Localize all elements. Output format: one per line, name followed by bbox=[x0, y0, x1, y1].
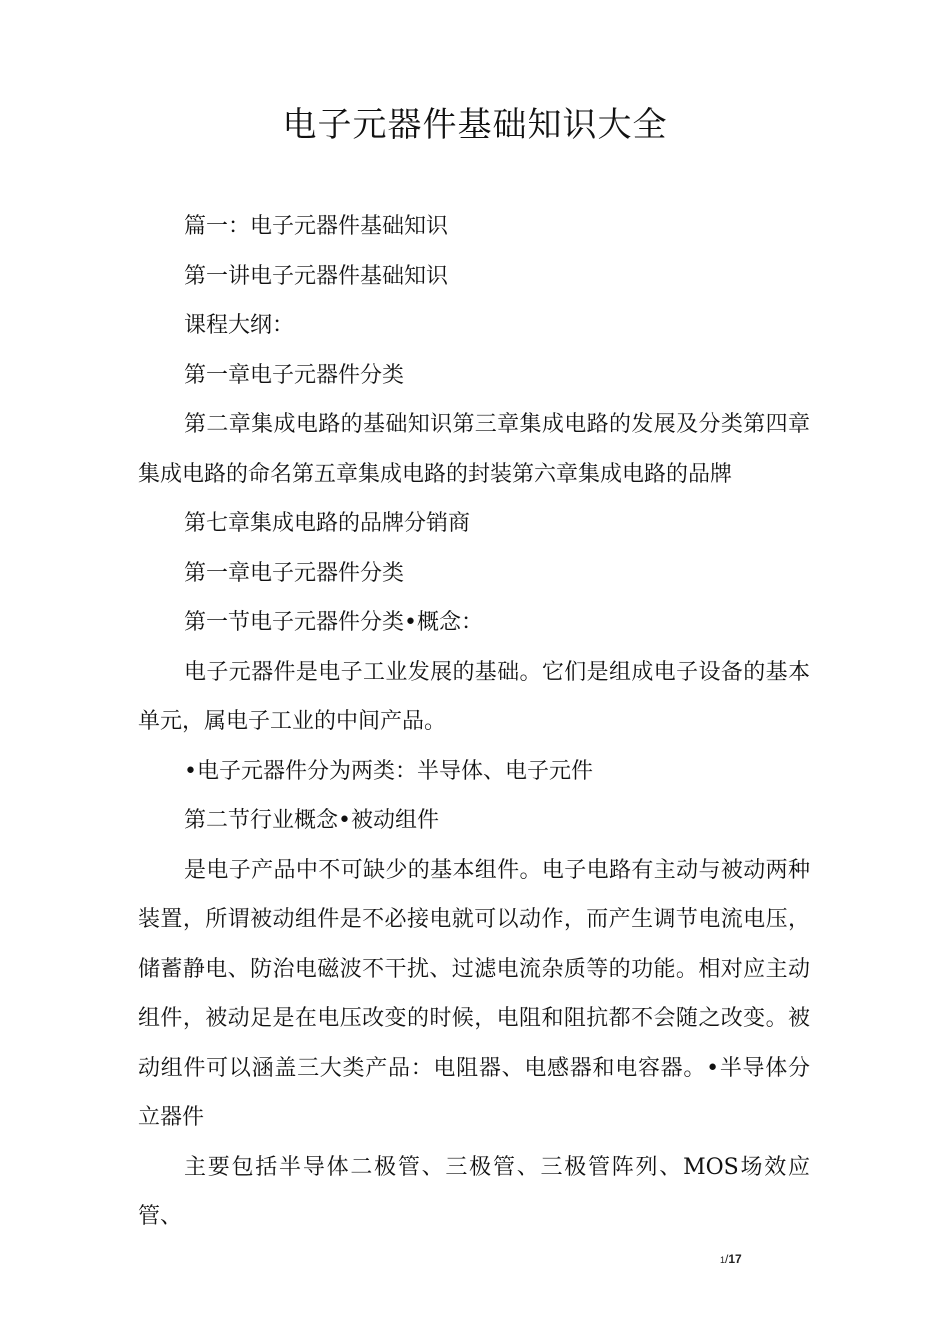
paragraph: 第二章集成电路的基础知识第三章集成电路的发展及分类第四章集成电路的命名第五章集成电路的封装第六章集成电路的品牌 bbox=[138, 412, 810, 487]
paragraph: 是电子产品中不可缺少的基本组件。电子电路有主动与被动两种装置，所谓被动组件是不必接电就可以动作，而产生调节电流电压，储蓄静电、防治电磁波不干扰、过滤电流杂质等的功能。相对应主动组件，被动足是在电压改变的时候，电阻和阻抗都不会随之改变。被动组件可以涵盖三大类产品：电阻器、电感器和电容器。•半导体分立器件 bbox=[138, 857, 810, 1130]
paragraph: 第一讲电子元器件基础知识 bbox=[184, 263, 449, 289]
paragraph: 篇一：电子元器件基础知识 bbox=[184, 214, 449, 239]
paragraph: 第一章电子元器件分类 bbox=[184, 560, 405, 586]
document-title: 电子元器件基础知识大全 bbox=[282, 105, 668, 145]
page-total: 17 bbox=[728, 1252, 742, 1266]
paragraph: 第一节电子元器件分类•概念： bbox=[184, 610, 483, 635]
page-number bbox=[720, 1252, 742, 1266]
paragraph: 课程大纲： bbox=[184, 313, 295, 338]
paragraph: •电子元器件分为两类：半导体、电子元件 bbox=[184, 758, 593, 784]
document-body bbox=[138, 202, 810, 1242]
paragraph: 主要包括半导体二极管、三极管、三极管阵列、MOS场效应管、 bbox=[138, 1154, 810, 1229]
page-separator: / bbox=[725, 1252, 729, 1266]
paragraph: 第二节行业概念•被动组件 bbox=[184, 808, 439, 833]
paragraph: 第一章电子元器件分类 bbox=[184, 362, 405, 388]
paragraph: 第七章集成电路的品牌分销商 bbox=[184, 511, 471, 536]
paragraph: 电子元器件是电子工业发展的基础。它们是组成电子设备的基本单元，属电子工业的中间产品。 bbox=[138, 659, 810, 734]
page-current: 1 bbox=[720, 1255, 726, 1265]
